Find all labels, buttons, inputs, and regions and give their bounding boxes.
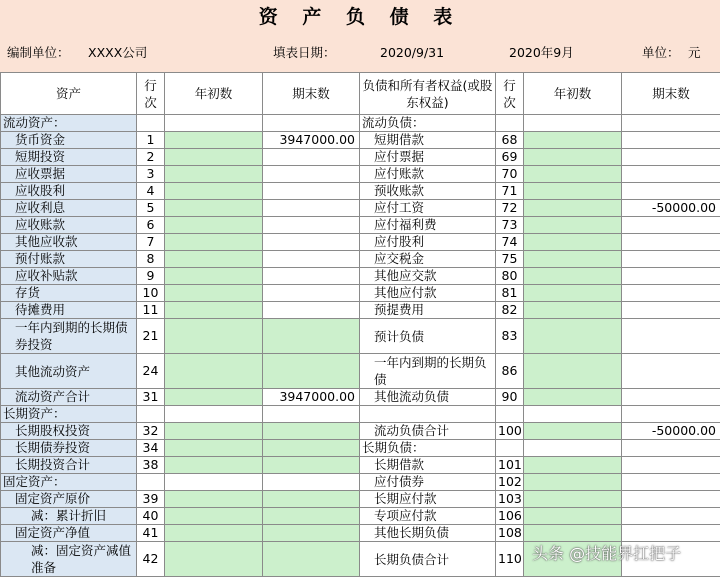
asset-end-value[interactable] xyxy=(263,354,360,389)
liability-end-value[interactable] xyxy=(622,302,720,319)
asset-name: 减：固定资产减值准备 xyxy=(1,542,137,577)
asset-end-value[interactable] xyxy=(263,217,360,234)
asset-name: 应收账款 xyxy=(1,217,137,234)
table-row xyxy=(1,217,720,234)
liability-name: 其他长期负债 xyxy=(360,525,496,542)
asset-line-no: 7 xyxy=(137,234,165,251)
liability-begin-value[interactable] xyxy=(524,457,622,474)
asset-line-no: 1 xyxy=(137,132,165,149)
asset-name: 长期股权投资 xyxy=(1,423,137,440)
table-row xyxy=(1,183,720,200)
unit-value: XXXX公司 xyxy=(88,45,148,60)
asset-line-no: 40 xyxy=(137,508,165,525)
liability-end-value[interactable]: -50000.00 xyxy=(622,423,720,440)
liability-end-value[interactable] xyxy=(622,285,720,302)
asset-begin-value[interactable] xyxy=(165,132,263,149)
table-row xyxy=(1,423,720,440)
liability-end-value[interactable] xyxy=(622,217,720,234)
asset-line-no: 2 xyxy=(137,149,165,166)
liability-line-no: 69 xyxy=(496,149,524,166)
liability-line-no: 106 xyxy=(496,508,524,525)
liability-begin-value[interactable] xyxy=(524,200,622,217)
asset-end-value[interactable] xyxy=(263,115,360,132)
asset-end-value[interactable] xyxy=(263,234,360,251)
liability-end-value[interactable] xyxy=(622,166,720,183)
liability-end-value[interactable] xyxy=(622,474,720,491)
asset-name: 固定资产： xyxy=(1,474,137,491)
asset-line-no xyxy=(137,474,165,491)
asset-end-value[interactable] xyxy=(263,200,360,217)
asset-begin-value[interactable] xyxy=(165,166,263,183)
liability-end-value[interactable] xyxy=(622,508,720,525)
asset-begin-value[interactable] xyxy=(165,491,263,508)
asset-line-no: 11 xyxy=(137,302,165,319)
asset-end-value[interactable] xyxy=(263,183,360,200)
liability-end-value[interactable] xyxy=(622,251,720,268)
liability-end-value[interactable] xyxy=(622,440,720,457)
liability-begin-value[interactable] xyxy=(524,183,622,200)
liability-line-no xyxy=(496,406,524,423)
liability-line-no: 74 xyxy=(496,234,524,251)
asset-name: 固定资产净值 xyxy=(1,525,137,542)
liability-name xyxy=(360,406,496,423)
liability-begin-value[interactable] xyxy=(524,302,622,319)
asset-name: 应收股利 xyxy=(1,183,137,200)
asset-end-value[interactable] xyxy=(263,268,360,285)
liability-name: 应付股利 xyxy=(360,234,496,251)
liability-begin-value[interactable] xyxy=(524,115,622,132)
balance-sheet-table xyxy=(0,72,720,577)
liability-begin-value[interactable] xyxy=(524,217,622,234)
asset-begin-value[interactable] xyxy=(165,115,263,132)
asset-line-no: 31 xyxy=(137,389,165,406)
liability-end-value[interactable] xyxy=(622,234,720,251)
table-row xyxy=(1,132,720,149)
asset-name: 存货 xyxy=(1,285,137,302)
liability-line-no: 110 xyxy=(496,542,524,577)
asset-line-no: 4 xyxy=(137,183,165,200)
header-begin-right: 年初数 xyxy=(524,73,622,115)
liability-begin-value[interactable] xyxy=(524,389,622,406)
liability-name: 应付账款 xyxy=(360,166,496,183)
asset-end-value[interactable] xyxy=(263,251,360,268)
liability-end-value[interactable] xyxy=(622,319,720,354)
liability-name: 长期应付款 xyxy=(360,491,496,508)
asset-line-no: 34 xyxy=(137,440,165,457)
liability-begin-value[interactable] xyxy=(524,285,622,302)
watermark: 头条 @技能界扛把子 xyxy=(532,544,682,563)
asset-begin-value[interactable] xyxy=(165,285,263,302)
liability-line-no: 72 xyxy=(496,200,524,217)
asset-begin-value[interactable] xyxy=(165,319,263,354)
asset-begin-value[interactable] xyxy=(165,251,263,268)
asset-end-value[interactable] xyxy=(263,406,360,423)
liability-line-no: 81 xyxy=(496,285,524,302)
liability-line-no: 83 xyxy=(496,319,524,354)
liability-begin-value[interactable] xyxy=(524,474,622,491)
asset-line-no: 24 xyxy=(137,354,165,389)
sheet-title: 资 产 负 债 表 xyxy=(258,6,462,28)
asset-name: 长期债券投资 xyxy=(1,440,137,457)
asset-end-value[interactable] xyxy=(263,508,360,525)
liability-name: 长期负债合计 xyxy=(360,542,496,577)
liability-end-value[interactable] xyxy=(622,268,720,285)
liability-name: 其他应交款 xyxy=(360,268,496,285)
liability-line-no: 101 xyxy=(496,457,524,474)
asset-end-value[interactable] xyxy=(263,525,360,542)
table-row xyxy=(1,440,720,457)
asset-begin-value[interactable] xyxy=(165,149,263,166)
table-row xyxy=(1,319,720,354)
liability-line-no: 80 xyxy=(496,268,524,285)
asset-end-value[interactable] xyxy=(263,491,360,508)
liability-name: 应付工资 xyxy=(360,200,496,217)
liability-name: 流动负债合计 xyxy=(360,423,496,440)
liability-end-value[interactable]: -50000.00 xyxy=(622,200,720,217)
table-row xyxy=(1,474,720,491)
asset-begin-value[interactable] xyxy=(165,542,263,577)
table-row xyxy=(1,389,720,406)
meta-band xyxy=(0,38,720,72)
asset-line-no: 38 xyxy=(137,457,165,474)
liability-line-no: 75 xyxy=(496,251,524,268)
liability-begin-value[interactable] xyxy=(524,491,622,508)
asset-begin-value[interactable] xyxy=(165,508,263,525)
asset-name: 其他流动资产 xyxy=(1,354,137,389)
liability-line-no: 73 xyxy=(496,217,524,234)
asset-end-value[interactable]: 3947000.00 xyxy=(263,132,360,149)
asset-end-value[interactable] xyxy=(263,423,360,440)
liability-name: 应付票据 xyxy=(360,149,496,166)
currency-value: 元 xyxy=(688,45,701,60)
liability-name: 短期借款 xyxy=(360,132,496,149)
asset-name: 一年内到期的长期债券投资 xyxy=(1,319,137,354)
liability-name: 预提费用 xyxy=(360,302,496,319)
asset-end-value[interactable] xyxy=(263,440,360,457)
liability-begin-value[interactable] xyxy=(524,508,622,525)
table-row xyxy=(1,149,720,166)
asset-end-value[interactable]: 3947000.00 xyxy=(263,389,360,406)
liability-line-no: 102 xyxy=(496,474,524,491)
table-row xyxy=(1,354,720,389)
header-begin-left: 年初数 xyxy=(165,73,263,115)
asset-begin-value[interactable] xyxy=(165,389,263,406)
liability-line-no: 103 xyxy=(496,491,524,508)
asset-begin-value[interactable] xyxy=(165,268,263,285)
table-row xyxy=(1,525,720,542)
table-row xyxy=(1,200,720,217)
liability-begin-value[interactable] xyxy=(524,132,622,149)
liability-begin-value[interactable] xyxy=(524,406,622,423)
liability-name: 一年内到期的长期负债 xyxy=(360,354,496,389)
liability-begin-value[interactable] xyxy=(524,525,622,542)
header-liabilities: 负债和所有者权益(或股东权益) xyxy=(360,73,496,115)
asset-name: 流动资产： xyxy=(1,115,137,132)
asset-begin-value[interactable] xyxy=(165,440,263,457)
asset-line-no: 39 xyxy=(137,491,165,508)
liability-name: 应付债券 xyxy=(360,474,496,491)
asset-begin-value[interactable] xyxy=(165,234,263,251)
liability-name: 长期负债： xyxy=(360,440,496,457)
liability-name: 应付福利费 xyxy=(360,217,496,234)
asset-line-no: 21 xyxy=(137,319,165,354)
asset-name: 预付账款 xyxy=(1,251,137,268)
asset-name: 货币资金 xyxy=(1,132,137,149)
liability-name: 应交税金 xyxy=(360,251,496,268)
asset-begin-value[interactable] xyxy=(165,217,263,234)
liability-line-no: 86 xyxy=(496,354,524,389)
liability-begin-value[interactable] xyxy=(524,440,622,457)
header-asset: 资产 xyxy=(1,73,137,115)
asset-end-value[interactable] xyxy=(263,302,360,319)
asset-end-value[interactable] xyxy=(263,149,360,166)
currency-label: 单位： xyxy=(642,45,680,60)
asset-end-value[interactable] xyxy=(263,542,360,577)
liability-line-no: 108 xyxy=(496,525,524,542)
asset-line-no: 42 xyxy=(137,542,165,577)
asset-line-no: 32 xyxy=(137,423,165,440)
liability-name: 专项应付款 xyxy=(360,508,496,525)
asset-line-no: 41 xyxy=(137,525,165,542)
asset-name: 流动资产合计 xyxy=(1,389,137,406)
table-row xyxy=(1,302,720,319)
liability-name: 预收账款 xyxy=(360,183,496,200)
table-row xyxy=(1,234,720,251)
liability-begin-value[interactable] xyxy=(524,423,622,440)
asset-begin-value[interactable] xyxy=(165,200,263,217)
asset-name: 待摊费用 xyxy=(1,302,137,319)
liability-end-value[interactable] xyxy=(622,183,720,200)
asset-line-no: 3 xyxy=(137,166,165,183)
liability-begin-value[interactable] xyxy=(524,149,622,166)
liability-name: 流动负债： xyxy=(360,115,496,132)
liability-end-value[interactable] xyxy=(622,389,720,406)
liability-begin-value[interactable] xyxy=(524,234,622,251)
asset-begin-value[interactable] xyxy=(165,457,263,474)
header-end-left: 期末数 xyxy=(263,73,360,115)
liability-begin-value[interactable] xyxy=(524,319,622,354)
asset-end-value[interactable] xyxy=(263,474,360,491)
asset-begin-value[interactable] xyxy=(165,406,263,423)
header-row xyxy=(1,73,720,115)
liability-begin-value[interactable] xyxy=(524,251,622,268)
asset-begin-value[interactable] xyxy=(165,525,263,542)
liability-end-value[interactable] xyxy=(622,491,720,508)
liability-line-no xyxy=(496,440,524,457)
table-row xyxy=(1,491,720,508)
asset-name: 应收补贴款 xyxy=(1,268,137,285)
asset-end-value[interactable] xyxy=(263,319,360,354)
asset-name: 减：累计折旧 xyxy=(1,508,137,525)
table-row xyxy=(1,251,720,268)
fill-date-value: 2020/9/31 xyxy=(380,45,445,60)
asset-line-no: 8 xyxy=(137,251,165,268)
asset-line-no xyxy=(137,115,165,132)
asset-begin-value[interactable] xyxy=(165,302,263,319)
liability-line-no: 70 xyxy=(496,166,524,183)
liability-end-value[interactable] xyxy=(622,132,720,149)
liability-begin-value[interactable] xyxy=(524,268,622,285)
liability-end-value[interactable] xyxy=(622,406,720,423)
table-row xyxy=(1,285,720,302)
asset-end-value[interactable] xyxy=(263,285,360,302)
asset-name: 长期资产： xyxy=(1,406,137,423)
liability-line-no: 68 xyxy=(496,132,524,149)
liability-begin-value[interactable] xyxy=(524,354,622,389)
liability-end-value[interactable] xyxy=(622,457,720,474)
asset-begin-value[interactable] xyxy=(165,423,263,440)
asset-line-no: 9 xyxy=(137,268,165,285)
asset-end-value[interactable] xyxy=(263,457,360,474)
liability-line-no: 100 xyxy=(496,423,524,440)
asset-begin-value[interactable] xyxy=(165,354,263,389)
table-row xyxy=(1,268,720,285)
asset-line-no: 6 xyxy=(137,217,165,234)
liability-begin-value[interactable] xyxy=(524,166,622,183)
fill-date-label: 填表日期： xyxy=(273,45,336,60)
liability-name: 其他应付款 xyxy=(360,285,496,302)
liability-line-no: 71 xyxy=(496,183,524,200)
header-end-right: 期末数 xyxy=(622,73,720,115)
table-row xyxy=(1,115,720,132)
asset-line-no xyxy=(137,406,165,423)
asset-name: 短期投资 xyxy=(1,149,137,166)
table-row xyxy=(1,457,720,474)
asset-name: 应收利息 xyxy=(1,200,137,217)
liability-end-value[interactable] xyxy=(622,525,720,542)
period-value: 2020年9月 xyxy=(509,45,574,60)
asset-line-no: 10 xyxy=(137,285,165,302)
asset-name: 长期投资合计 xyxy=(1,457,137,474)
asset-name: 应收票据 xyxy=(1,166,137,183)
liability-name: 长期借款 xyxy=(360,457,496,474)
liability-end-value[interactable] xyxy=(622,115,720,132)
liability-end-value[interactable] xyxy=(622,149,720,166)
table-row xyxy=(1,508,720,525)
unit-label: 编制单位： xyxy=(7,45,70,60)
header-line-right: 行次 xyxy=(496,73,524,115)
table-row xyxy=(1,406,720,423)
asset-begin-value[interactable] xyxy=(165,474,263,491)
liability-name: 预计负债 xyxy=(360,319,496,354)
asset-name: 固定资产原价 xyxy=(1,491,137,508)
liability-line-no: 90 xyxy=(496,389,524,406)
asset-name: 其他应收款 xyxy=(1,234,137,251)
asset-line-no: 5 xyxy=(137,200,165,217)
asset-begin-value[interactable] xyxy=(165,183,263,200)
header-line-left: 行次 xyxy=(137,73,165,115)
liability-name: 其他流动负债 xyxy=(360,389,496,406)
table-row xyxy=(1,166,720,183)
liability-end-value[interactable] xyxy=(622,354,720,389)
liability-line-no xyxy=(496,115,524,132)
liability-line-no: 82 xyxy=(496,302,524,319)
asset-end-value[interactable] xyxy=(263,166,360,183)
